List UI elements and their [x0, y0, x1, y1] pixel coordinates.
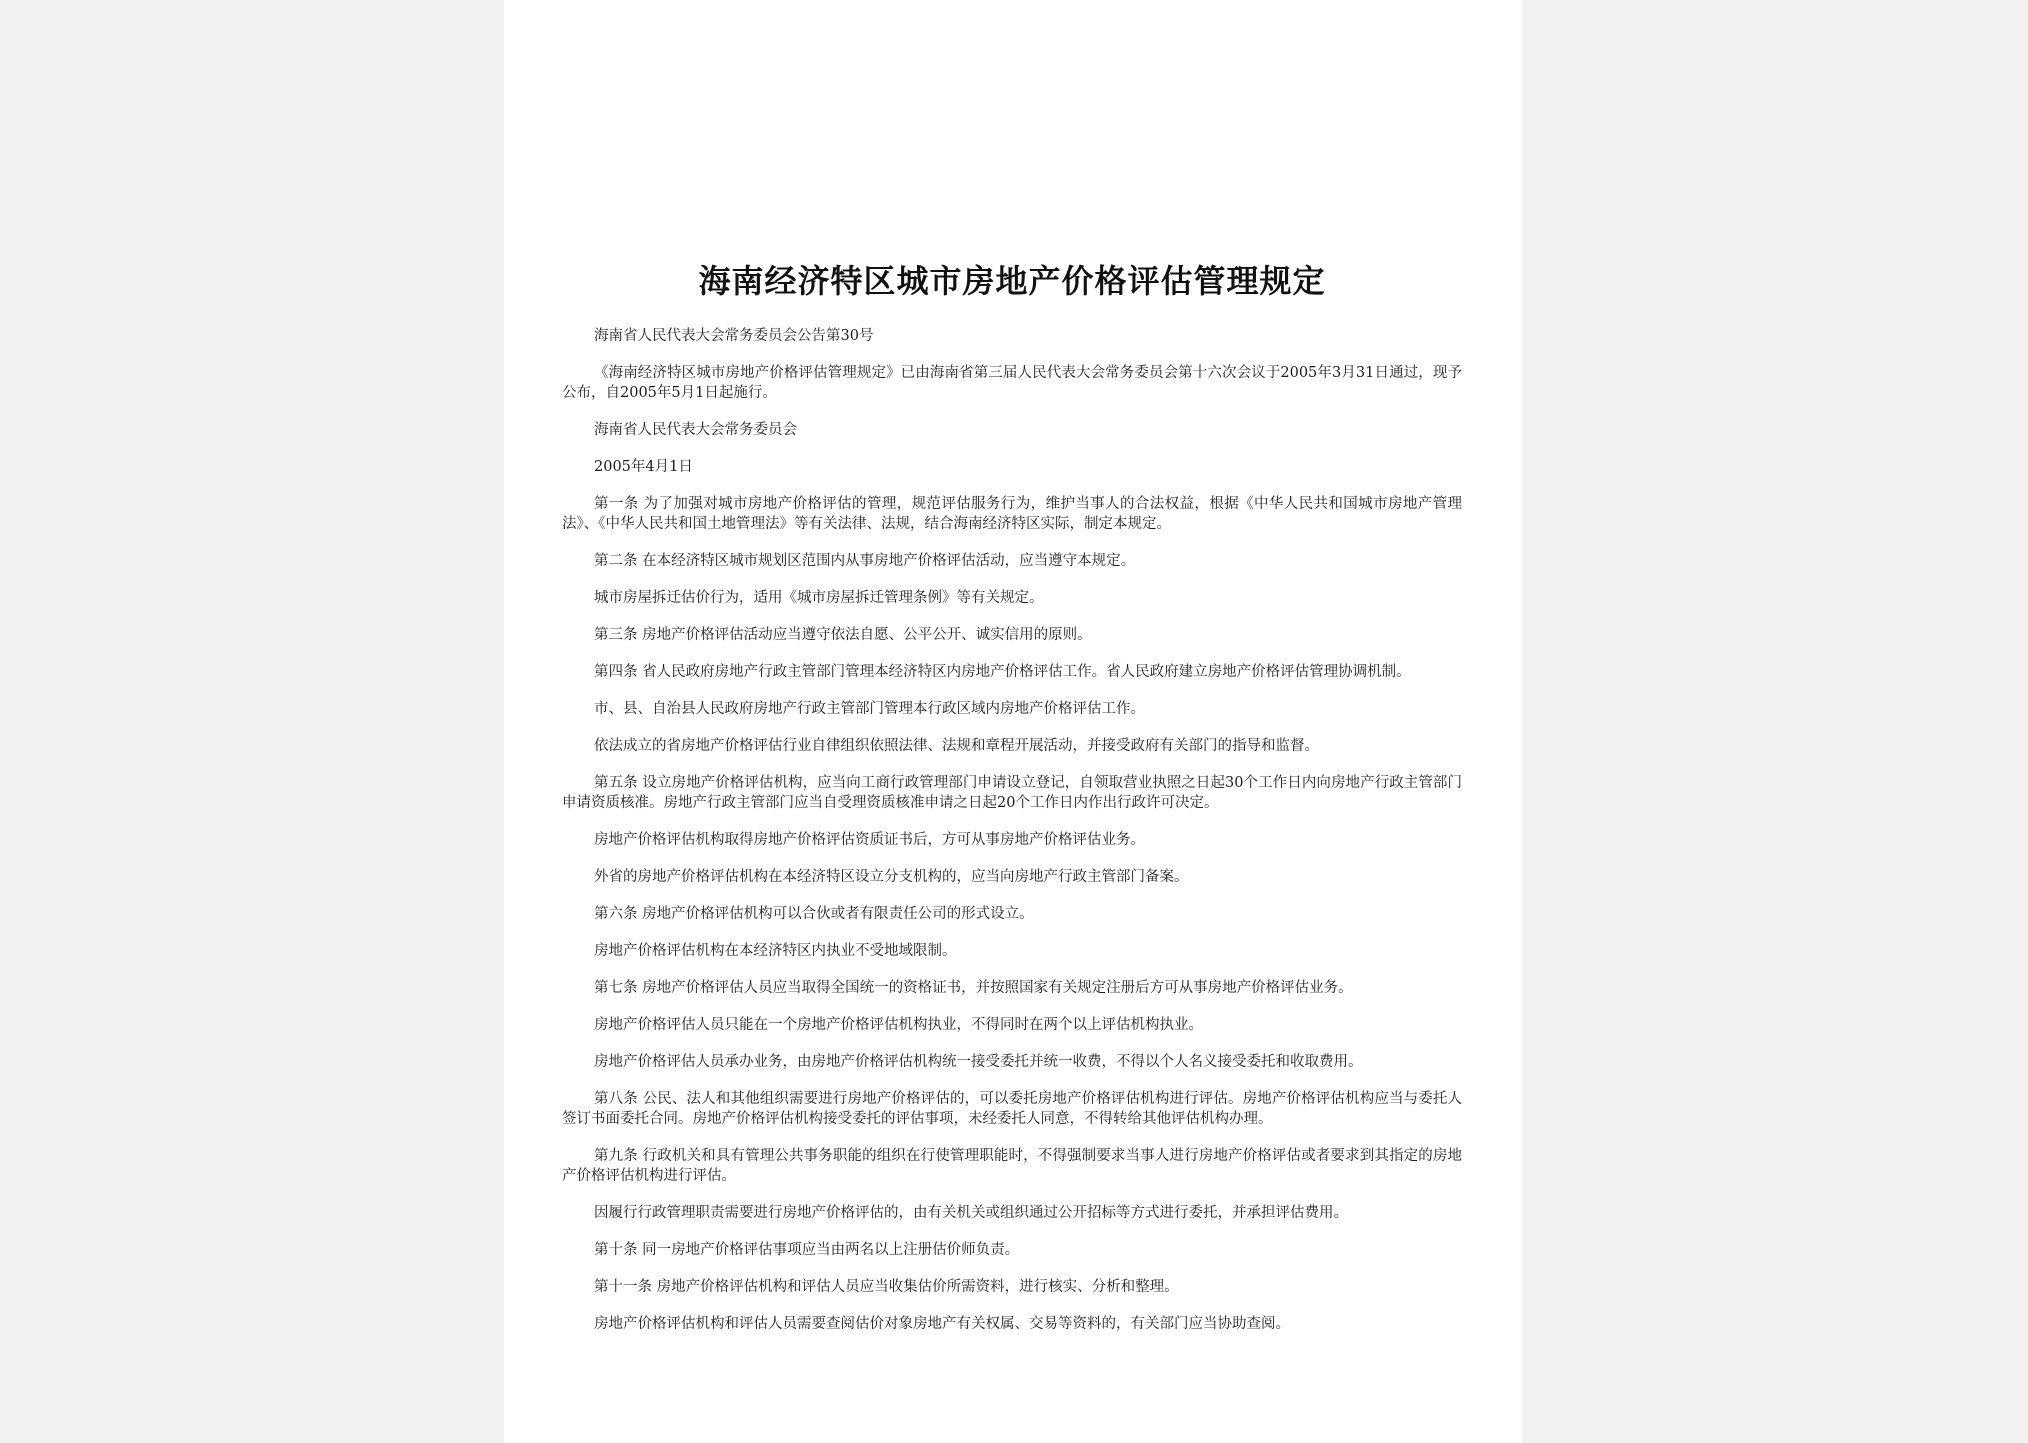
paragraph: 第六条 房地产价格评估机构可以合伙或者有限责任公司的形式设立。	[594, 906, 1034, 923]
paragraph: 第七条 房地产价格评估人员应当取得全国统一的资格证书，并按照国家有关规定注册后方可从事房地产价格评估业务。	[594, 980, 1353, 997]
paragraph: 第三条 房地产价格评估活动应当遵守依法自愿、公平公开、诚实信用的原则。	[594, 627, 1092, 644]
paragraph: 房地产价格评估机构在本经济特区内执业不受地域限制。	[594, 943, 957, 960]
paragraph: 《海南经济特区城市房地产价格评估管理规定》已由海南省第三届人民代表大会常务委员会第十六次会议于2005年3月31日通过，现予公布，自2005年5月1日起施行。	[562, 365, 1462, 402]
paragraph: 海南省人民代表大会常务委员会	[594, 422, 797, 439]
paragraph: 房地产价格评估机构取得房地产价格评估资质证书后，方可从事房地产价格评估业务。	[594, 832, 1145, 849]
paragraph: 第一条 为了加强对城市房地产价格评估的管理，规范评估服务行为，维护当事人的合法权益，根据《中华人民共和国城市房地产管理法》、《中华人民共和国土地管理法》等有关法律、法规，结合海南经济特区实际，制定本规定。	[562, 496, 1462, 533]
paragraph: 房地产价格评估机构和评估人员需要查阅估价对象房地产有关权属、交易等资料的，有关部门应当协助查阅。	[594, 1316, 1290, 1333]
paragraph: 城市房屋拆迁估价行为，适用《城市房屋拆迁管理条例》等有关规定。	[594, 590, 1044, 607]
paragraph: 外省的房地产价格评估机构在本经济特区设立分支机构的，应当向房地产行政主管部门备案。	[594, 869, 1189, 886]
paragraph: 第九条 行政机关和具有管理公共事务职能的组织在行使管理职能时，不得强制要求当事人进行房地产价格评估或者要求到其指定的房地产价格评估机构进行评估。	[562, 1148, 1462, 1185]
paragraph: 第二条 在本经济特区城市规划区范围内从事房地产价格评估活动，应当遵守本规定。	[594, 553, 1136, 570]
paragraph-list	[562, 326, 1462, 1334]
document-title: 海南经济特区城市房地产价格评估管理规定	[698, 262, 1326, 300]
paragraph: 房地产价格评估人员承办业务，由房地产价格评估机构统一接受委托并统一收费，不得以个人名义接受委托和收取费用。	[594, 1054, 1363, 1071]
paragraph: 海南省人民代表大会常务委员会公告第30号	[594, 328, 874, 345]
paragraph: 市、县、自治县人民政府房地产行政主管部门管理本行政区域内房地产价格评估工作。	[594, 701, 1145, 718]
paragraph: 第八条 公民、法人和其他组织需要进行房地产价格评估的，可以委托房地产价格评估机构进行评估。房地产价格评估机构应当与委托人签订书面委托合同。房地产价格评估机构接受委托的评估事项，未经委托人同意，不得转给其他评估机构办理。	[562, 1091, 1462, 1128]
paragraph: 第四条 省人民政府房地产行政主管部门管理本经济特区内房地产价格评估工作。省人民政府建立房地产价格评估管理协调机制。	[594, 664, 1411, 681]
document-body	[562, 262, 1462, 1351]
paragraph: 依法成立的省房地产价格评估行业自律组织依照法律、法规和章程开展活动，并接受政府有关部门的指导和监督。	[594, 738, 1319, 755]
paragraph: 第十条 同一房地产价格评估事项应当由两名以上注册估价师负责。	[594, 1242, 1020, 1259]
paragraph: 第五条 设立房地产价格评估机构，应当向工商行政管理部门申请设立登记，自领取营业执照之日起30个工作日内向房地产行政主管部门申请资质核准。房地产行政主管部门应当自受理资质核准申请之日起20个工作日内作出行政许可决定。	[562, 775, 1462, 812]
paragraph: 2005年4月1日	[594, 459, 693, 476]
document-page	[504, 0, 1523, 1443]
paragraph: 第十一条 房地产价格评估机构和评估人员应当收集估价所需资料，进行核实、分析和整理。	[594, 1279, 1179, 1296]
paragraph: 因履行行政管理职责需要进行房地产价格评估的，由有关机关或组织通过公开招标等方式进行委托，并承担评估费用。	[594, 1205, 1348, 1222]
paragraph: 房地产价格评估人员只能在一个房地产价格评估机构执业，不得同时在两个以上评估机构执业。	[594, 1017, 1203, 1034]
